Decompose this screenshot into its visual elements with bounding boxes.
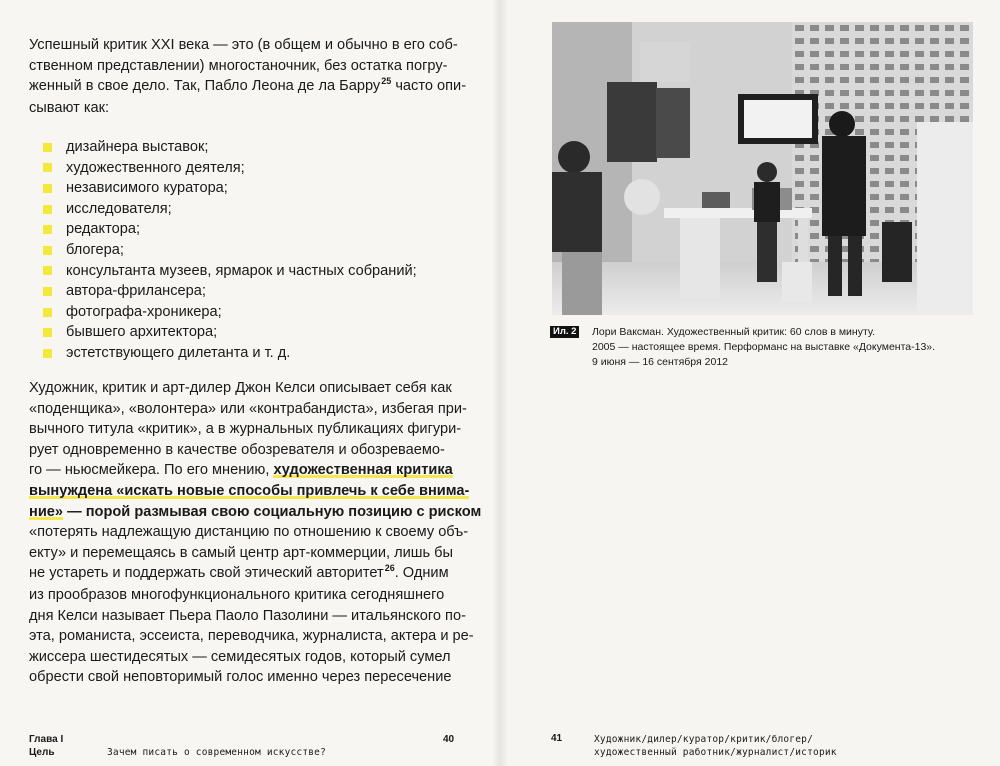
running-head-line: Художник/дилер/куратор/критик/блогер/ — [594, 734, 814, 745]
square-bullet-icon — [43, 184, 52, 193]
square-bullet-icon — [43, 349, 52, 358]
running-subtitle: Зачем писать о современном искусстве? — [107, 747, 327, 758]
text-fragment: го — ньюсмейкера. По его мнению, — [29, 462, 274, 479]
list-item-text: дизайнера выставок; — [66, 139, 209, 155]
list-item-text: фотографа-хроникера; — [66, 303, 222, 320]
list-item — [43, 178, 463, 199]
list-item — [43, 322, 463, 343]
list-item-text: блогера; — [66, 241, 124, 258]
square-bullet-icon — [43, 287, 52, 296]
text-line: вычного титула «критик», а в журнальных публикациях фигури- — [29, 421, 462, 438]
text-line: из прообразов многофункционального критика сегодняшнего — [29, 586, 445, 603]
square-bullet-icon — [43, 225, 52, 234]
text-line: екту» и перемещаясь в самый центр арт-коммерции, лишь бы — [29, 544, 453, 561]
text-line: сывают как: — [29, 99, 110, 116]
list-item-text: исследователя; — [66, 200, 172, 217]
footnote-marker-26[interactable]: 26 — [384, 563, 395, 574]
text-line — [29, 460, 455, 481]
roles-list — [43, 137, 463, 364]
running-head — [594, 733, 837, 759]
text-line: Художник, критик и арт-дилер Джон Келси описывает себя как — [29, 380, 452, 396]
text-line — [29, 76, 467, 98]
book-gutter — [492, 0, 508, 766]
text-line — [29, 481, 470, 502]
list-item — [43, 199, 463, 220]
text-line — [29, 502, 482, 523]
caption-line: 9 июня — 16 сентября 2012 — [592, 356, 728, 369]
highlighted-quote: вынуждена «искать новые способы привлечь к себе внима- — [29, 482, 470, 499]
text-fragment: не устареть и поддержать свой этический авторитет — [29, 565, 384, 582]
chapter-number: Глава I — [29, 734, 64, 745]
text-line: «поденщика», «волонтера» или «контрабандиста», избегая при- — [29, 400, 467, 417]
page-number-right: 41 — [551, 733, 563, 744]
square-bullet-icon — [43, 266, 52, 275]
performance-photo — [552, 22, 973, 315]
list-item-text: консультанта музеев, ярмарок и частных собраний; — [66, 262, 417, 279]
photo-image — [552, 22, 973, 315]
highlighted-quote: ние» — [29, 503, 64, 520]
footnote-marker-25[interactable]: 25 — [381, 76, 392, 87]
list-item — [43, 343, 463, 364]
square-bullet-icon — [43, 328, 52, 337]
square-bullet-icon — [43, 205, 52, 214]
text-line: дня Келси называет Пьера Паоло Пазолини — итальянского по- — [29, 607, 466, 624]
text-line: эта, романиста, эссеиста, переводчика, журналиста, актера и ре- — [29, 628, 474, 645]
text-line: жиссера шестидесятых — семидесятых годов, который сумел — [29, 648, 451, 665]
list-item — [43, 240, 463, 261]
caption-line: 2005 — настоящее время. Перформанс на выставке «Документа-13». — [592, 341, 936, 354]
text-line: рует одновременно в качестве обозревателя и обозреваемо- — [29, 441, 445, 458]
list-item — [43, 302, 463, 323]
text-line: «потерять надлежащую дистанцию по отношению к своему объ- — [29, 524, 469, 541]
text-line: ственном представлении) многостаночник, без остатка погру- — [29, 57, 448, 74]
list-item-text: независимого куратора; — [66, 180, 228, 197]
intro-paragraph — [29, 35, 467, 118]
list-item — [43, 158, 463, 179]
kelsey-paragraph — [29, 378, 482, 688]
text-fragment: женный в свое дело. Так, Пабло Леона де ла Барру — [29, 78, 381, 95]
text-fragment: — порой размывая свою социальную позицию с риском — [63, 503, 482, 520]
chapter-title: Цель — [29, 747, 55, 758]
square-bullet-icon — [43, 246, 52, 255]
square-bullet-icon — [43, 163, 52, 172]
list-item — [43, 219, 463, 240]
square-bullet-icon — [43, 308, 52, 317]
chapter-label — [29, 733, 63, 759]
list-item-text: художественного деятеля; — [66, 159, 245, 176]
list-item — [43, 261, 463, 282]
text-line: обрести свой неповторимый голос именно через пересечение — [29, 669, 452, 686]
highlighted-quote: художественная критика — [273, 462, 453, 479]
text-line — [29, 563, 455, 585]
list-item-text: редактора; — [66, 221, 141, 238]
text-fragment: часто опи- — [395, 78, 467, 95]
figure-caption — [592, 325, 982, 371]
text-line: Успешный критик XXI века — это (в общем и обычно в его соб- — [29, 37, 458, 53]
list-item — [43, 137, 463, 158]
list-item-text: эстетствующего дилетанта и т. д. — [66, 344, 291, 361]
list-item-text: бывшего архитектора; — [66, 324, 218, 341]
running-head-line: художественный работник/журналист/историк — [594, 747, 837, 758]
text-fragment: . Одним — [394, 565, 449, 582]
page-number-left: 40 — [443, 734, 455, 745]
list-item — [43, 281, 463, 302]
figure-tag: Ил. 2 — [550, 326, 579, 338]
square-bullet-icon — [43, 143, 52, 152]
caption-line: Лори Ваксман. Художественный критик: 60 слов в минуту. — [592, 326, 876, 338]
list-item-text: автора-фрилансера; — [66, 283, 206, 300]
